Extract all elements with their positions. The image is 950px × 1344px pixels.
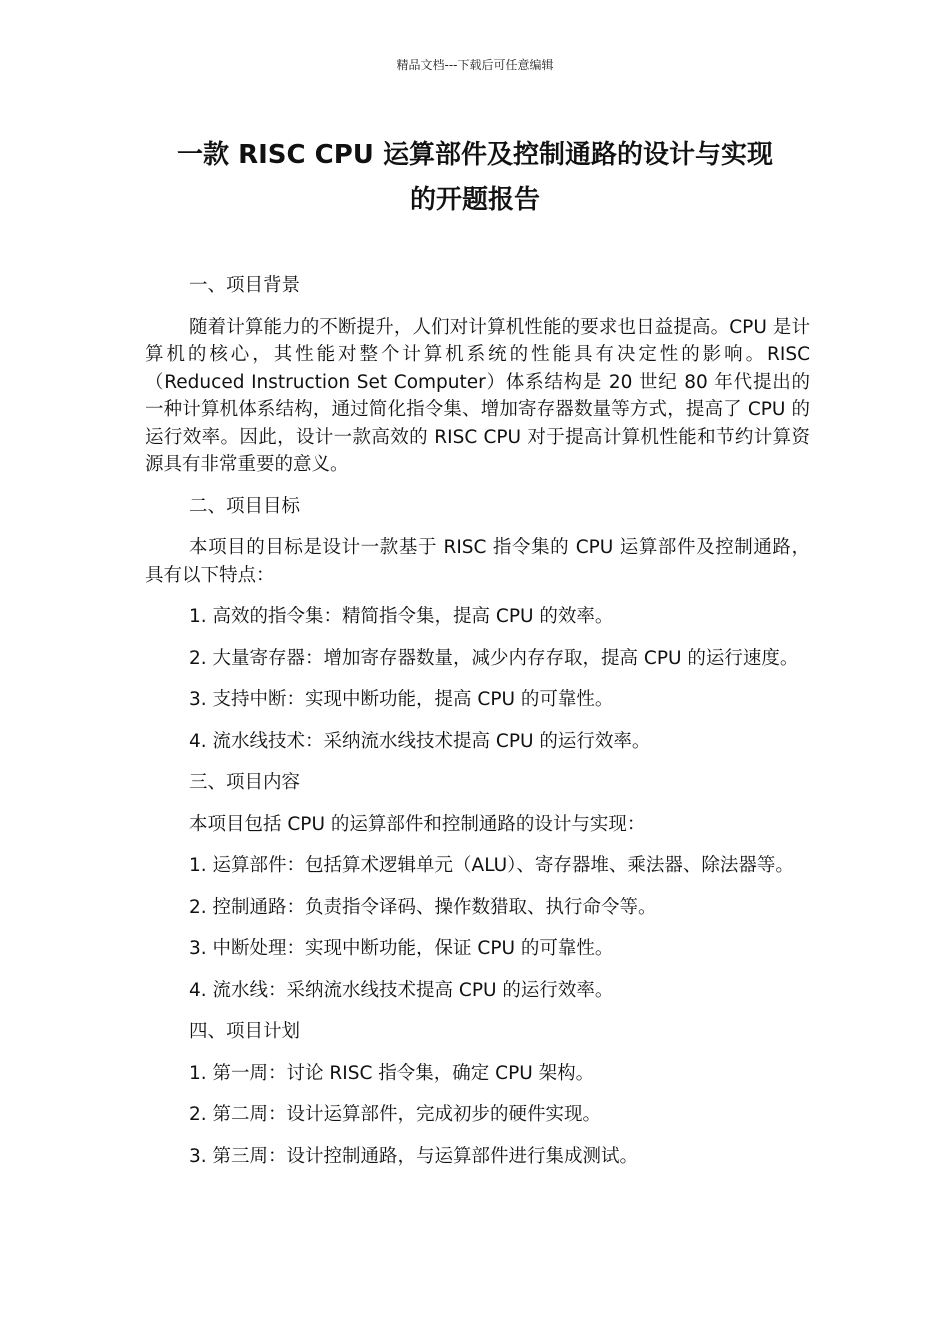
goal-item-1: 1. 高效的指令集：精简指令集，提高 CPU 的效率。	[189, 606, 614, 627]
content-item-1: 1. 运算部件：包括算术逻辑单元（ALU）、寄存器堆、乘法器、除法器等。	[189, 855, 794, 876]
document-body	[145, 272, 810, 1184]
content-item-3: 3. 中断处理：实现中断功能，保证 CPU 的可靠性。	[189, 938, 614, 959]
plan-item-2: 2. 第二周：设计运算部件，完成初步的硬件实现。	[189, 1104, 602, 1125]
goal-item-3: 3. 支持中断：实现中断功能，提高 CPU 的可靠性。	[189, 689, 614, 710]
paragraph-content-intro: 本项目包括 CPU 的运算部件和控制通路的设计与实现：	[189, 813, 646, 835]
goal-item-4: 4. 流水线技术：采纳流水线技术提高 CPU 的运行效率。	[189, 730, 651, 752]
paragraph-background: 随着计算能力的不断提升，人们对计算机性能的要求也日益提高。CPU 是计算机的核心，其性能对整个计算机系统的性能具有决定性的影响。RISC（Reduced Instruction Set Computer）体系结构是 20 世纪 80 年代提出的一种计算机体系结构，通过简化指令集、增加寄存器数量等方式，提高了 CPU 的运行效率。因此，设计一款高效的 RISC CPU 对于提高计算机性能和节约计算资源具有非常重要的意义。	[145, 316, 810, 475]
section-heading-goals: 二、项目目标	[189, 495, 301, 517]
content-item-4: 4. 流水线：采纳流水线技术提高 CPU 的运行效率。	[189, 979, 614, 1001]
content-item-2: 2. 控制通路：负责指令译码、操作数猎取、执行命令等。	[189, 896, 657, 918]
plan-item-3: 3. 第三周：设计控制通路，与运算部件进行集成测试。	[189, 1145, 639, 1167]
title-line-2: 的开题报告	[409, 185, 540, 215]
plan-item-1: 1. 第一周：讨论 RISC 指令集，确定 CPU 架构。	[189, 1062, 595, 1084]
section-heading-plan: 四、项目计划	[189, 1021, 301, 1042]
document-title	[120, 133, 830, 223]
goal-item-2: 2. 大量寄存器：增加寄存器数量，减少内存存取，提高 CPU 的运行速度。	[189, 647, 799, 669]
section-heading-background: 一、项目背景	[189, 275, 301, 296]
section-heading-content: 三、项目内容	[189, 772, 301, 793]
page-header: 精品文档---下载后可任意编辑	[396, 58, 554, 72]
paragraph-goals-intro: 本项目的目标是设计一款基于 RISC 指令集的 CPU 运算部件及控制通路，具有以下特点：	[145, 537, 810, 586]
title-line-1: 一款 RISC CPU 运算部件及控制通路的设计与实现	[177, 140, 773, 170]
